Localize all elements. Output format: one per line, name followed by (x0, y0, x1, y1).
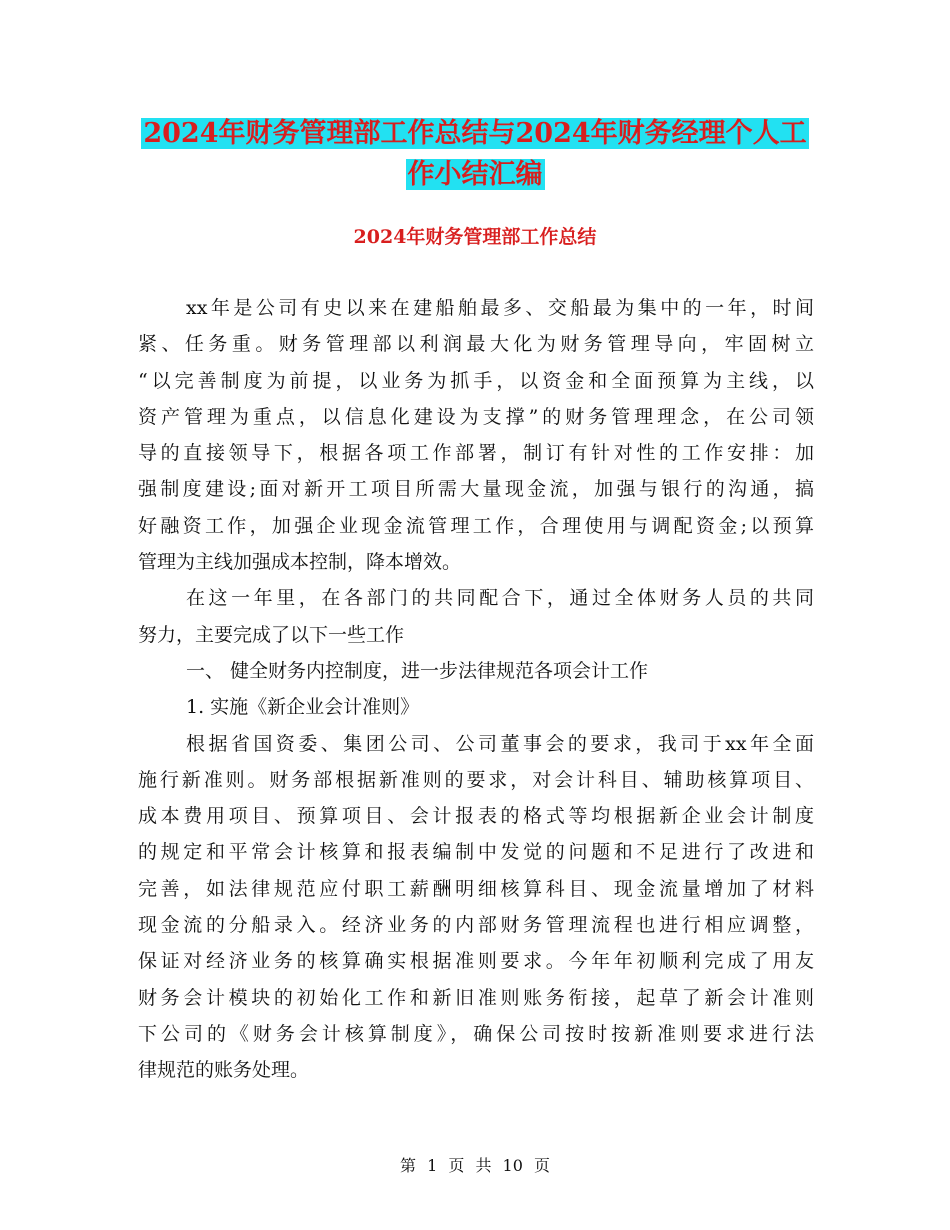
paragraph-line: 的规定和平常会计核算和报表编制中发觉的问题和不足进行了改进和 (138, 841, 814, 864)
paragraph-line: 导的直接领导下，根据各项工作部署，制订有针对性的工作安排：加 (138, 442, 814, 465)
section-title: 2024年财务管理部工作总结 (353, 226, 597, 248)
paragraph-line: 财务会计模块的初始化工作和新旧准则账务衔接，起草了新会计准则 (138, 986, 814, 1009)
page-number-footer: 第 1 页 共 10 页 (400, 1156, 550, 1175)
paragraph-line: 保证对经济业务的核算确实根据准则要求。今年年初顺利完成了用友 (138, 950, 814, 973)
section-heading: 一、 健全财务内控制度，进一步法律规范各项会计工作 (186, 659, 649, 682)
subsection-heading: 1. 实施《新企业会计准则》 (186, 696, 420, 719)
paragraph-line: 努力，主要完成了以下一些工作 (138, 623, 405, 646)
paragraph-line: 根据省国资委、集团公司、公司董事会的要求，我司于xx年全面 (186, 732, 814, 755)
document-title-line-1 (0, 111, 950, 157)
paragraph-line: 紧、任务重。财务管理部以利润最大化为财务管理导向，牢固树立 (138, 333, 814, 356)
paragraph-line: 律规范的账务处理。 (138, 1059, 310, 1082)
paragraph-line: 资产管理为重点，以信息化建设为支撑”的财务管理理念，在公司领 (138, 405, 814, 428)
body-text (138, 290, 814, 1089)
paragraph-line: 完善，如法律规范应付职工薪酬明细核算科目、现金流量增加了材料 (138, 877, 814, 900)
paragraph-line: “以完善制度为前提，以业务为抓手，以资金和全面预算为主线，以 (138, 369, 814, 392)
paragraph-line: 成本费用项目、预算项目、会计报表的格式等均根据新企业会计制度 (138, 805, 814, 828)
paragraph-line: 好融资工作，加强企业现金流管理工作，合理使用与调配资金;以预算 (138, 514, 814, 537)
document-title-highlight-1: 2024年财务管理部工作总结与2024年财务经理个人工 (143, 118, 807, 149)
paragraph-line: 管理为主线加强成本控制，降本增效。 (138, 551, 462, 574)
document-title-line-2 (0, 152, 950, 198)
paragraph-line: 现金流的分船录入。经济业务的内部财务管理流程也进行相应调整， (138, 914, 814, 937)
paragraph-line: 施行新准则。财务部根据新准则的要求，对会计科目、辅助核算项目、 (138, 768, 814, 791)
document-title-highlight-2: 作小结汇编 (407, 159, 543, 190)
paragraph-line: 在这一年里，在各部门的共同配合下，通过全体财务人员的共同 (186, 587, 814, 610)
paragraph-line: 强制度建设;面对新开工项目所需大量现金流，加强与银行的沟通，搞 (138, 478, 814, 501)
paragraph-line: 下公司的《财务会计核算制度》，确保公司按时按新准则要求进行法 (138, 1022, 814, 1045)
paragraph-line: xx年是公司有史以来在建船舶最多、交船最为集中的一年，时间 (186, 297, 814, 319)
